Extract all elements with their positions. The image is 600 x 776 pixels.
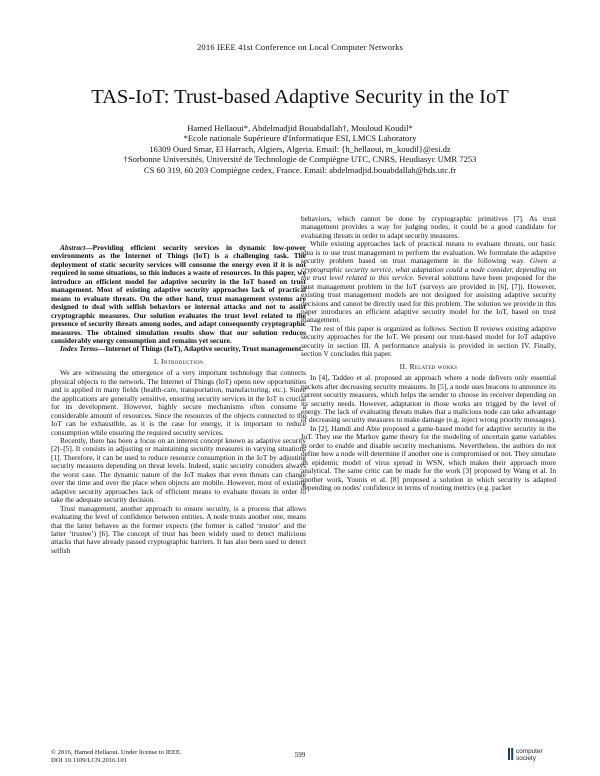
index-terms-text: —Internet of Things (IoT), Adaptive security, Trust management.	[97, 344, 304, 354]
related-paragraph-2: In [2], Hamdi and Abie proposed a game-based model for adaptive security in the IoT. They use the Markov game theory for the modeling of uncertain game variables in order to enable and disable security mechanisms. Nevertheless, the authors do not define how a node will determine if another one is compromised or not. They simulate an epidemic model of virus spread in WSN, which makes their approach more analytical. The same critic can be made for the work [3] proposed by Wang et al. In another work, Younis et al. [8] proposed a solution in which security is adapted depending on nodes' confidence in terms of routing metrics (e.g. packet	[301, 423, 556, 493]
paper-title: TAS-IoT: Trust-based Adaptive Security in the IoT	[91, 86, 509, 108]
left-column	[51, 244, 306, 555]
computer-society-logo	[508, 746, 554, 768]
intro-paragraph-1: We are witnessing the emergence of a very important technology that connects physical objects to the network. The Internet of Things (IoT) opens new opportunities and is applied in many fields (health-care, transportation, manufacturing, etc.). Since the applications are generally sensitive, ensuring security services in the IoT is crucial for its development. However, highly secure mechanisms often consume a considerable amount of resources. Since the resources of the objects connected to the IoT can be exhaustible, as it is the case for energy, it is important to reduce consumption while ensuring the required security services.	[51, 368, 306, 437]
intro-paragraph-3: Trust management, another approach to ensure security, is a process that allows evaluating the level of confidence between entities. A node trusts another one, means that the latter behaves as the former expects (the former is called ‘trustor’ and the latter ‘trustee’) [6]. The concept of trust has been widely used to detect malicious attacks that have already passed cryptographic barriers. It has also been used to detect selfish	[51, 503, 306, 555]
intro-paragraph-5: The rest of this paper is organized as follows. Section II reviews existing adaptive security approaches for the IoT. We present our trust-based model for IoT adaptive security in section III. A performance analysis is provided in section IV. Finally, section V concludes this paper.	[301, 323, 556, 359]
intro-paragraph-3-continued: behaviors, which cannot be done by cryptographic primitives [7]. As trust management provides a way for judging nodes, it could be a good candidate for evaluating threats in order to adapt security measures.	[301, 214, 556, 240]
computer-society-logo-mark	[508, 748, 514, 760]
right-column	[301, 215, 556, 493]
doi-line: DOI 10.1109/LCN.2016.101	[51, 757, 127, 764]
affiliation-1: *Ecole nationale Supérieure d'Informatique ESI, LMCS Laboratory	[183, 133, 417, 144]
affiliation-2: †Sorbonne Universités, Université de Technologie de Compiègne UTC, CNRS, Heudiasyc UMR 7253	[123, 154, 477, 165]
author-names: Hamed Hellaoui*, Abdelmadjid Bouabdallah†, Mouloud Koudil*	[187, 123, 413, 133]
index-terms	[51, 345, 306, 353]
logo-text-society: society	[516, 754, 536, 762]
author-block	[0, 123, 600, 175]
intro-paragraph-4-start: While existing approaches lack of practical means to evaluate threats, our basic idea is to use trust management to perform the evaluation. We formulate the adaptive security problem based on trust management in the following way.	[301, 239, 556, 266]
abstract	[51, 244, 306, 345]
intro-paragraph-4-end: Several solutions have been proposed for the trust management problem in the IoT (surveys are provided in [6], [7]). However, existing trust management models are not designed for assisting adaptive security decisions and cannot be directly used for this problem. The solution we provide in this paper introduces an efficient adaptive security model for the IoT, based on trust management.	[301, 273, 556, 325]
section-heading-related-works: II. Related works	[399, 361, 458, 371]
abstract-text: —Providing efficient security services in dynamic low-power environments as the Internet of Things (IoT) is a challenging task. The deployment of static security services will consume the energy even if it is not required in some situations, so this induces a waste of resources. In this paper, we introduce an efficient model for adaptive security in the IoT based on trust management. Most of existing adaptive security approaches lack of practical means to evaluate threats. On the other hand, trust management systems are designed to deal with selfish behaviors or internal attacks and not to assist cryptographic measures. Our solution evaluates the trust level related to the presence of security threats among nodes, and adapt consequently cryptographic measures. The obtained simulation results show that our solution reduces considerably energy consumption and remains yet secure.	[51, 243, 306, 345]
abstract-label: Abstract	[60, 243, 86, 252]
related-paragraph-1: In [4], Taddeo et al. proposed an approach where a node delivers only essential packets after decreasing security measures. In [5], a node uses beacons to announce its current security measures, which helps the sender to choose its receiver depending on its security needs. However, adaptation in those works are trigged by the level of energy. The lack of evaluating threats makes that a malicious node can take advantage of decreasing security measures to make damage (e.g. inject wrong priority messages).	[301, 373, 556, 425]
section-heading-introduction: I. Introduction	[153, 356, 204, 366]
affiliation-1-address: 16309 Oued Smar, El Harrach, Algiers, Algeria. Email: {h_hellaoui, m_koudil}@esi.dz	[149, 143, 451, 154]
intro-paragraph-2: Recently, there has been a focus on an interest concept known as adaptive security [2]–[5]. It consists in adjusting or maintaining security measures in varying situations [1]. Therefore, it can be used to reduce resource consumption in the IoT by adjusting security measures depending on threat levels. Indeed, static security considers always the worst case. The dynamic nature of the IoT makes that even threats can change over the time and over the place when objects are mobile. However, most of existing adaptive security approaches lack of efficient means to evaluate threats in order to take the adequate security decision.	[51, 435, 306, 505]
copyright-line: © 2016, Hamed Hellaoui. Under license to IEEE.	[51, 749, 182, 756]
conference-header: 2016 IEEE 41st Conference on Local Computer Networks	[197, 42, 403, 52]
affiliation-2-address: CS 60 319, 60 203 Compiègne cedex, France. Email: abdelmadjid.bouabdallah@hds.utc.fr	[143, 164, 457, 175]
page-number: 599	[294, 751, 306, 759]
computer-society-logo-text	[516, 749, 543, 763]
intro-paragraph-4	[301, 240, 556, 325]
problem-statement: Given a cryptographic security service, what adaptation could a node consider, depending on the trust level related to this service.	[301, 256, 556, 283]
index-terms-label: Index Terms	[60, 344, 98, 354]
logo-text-computer: computer	[516, 748, 543, 755]
